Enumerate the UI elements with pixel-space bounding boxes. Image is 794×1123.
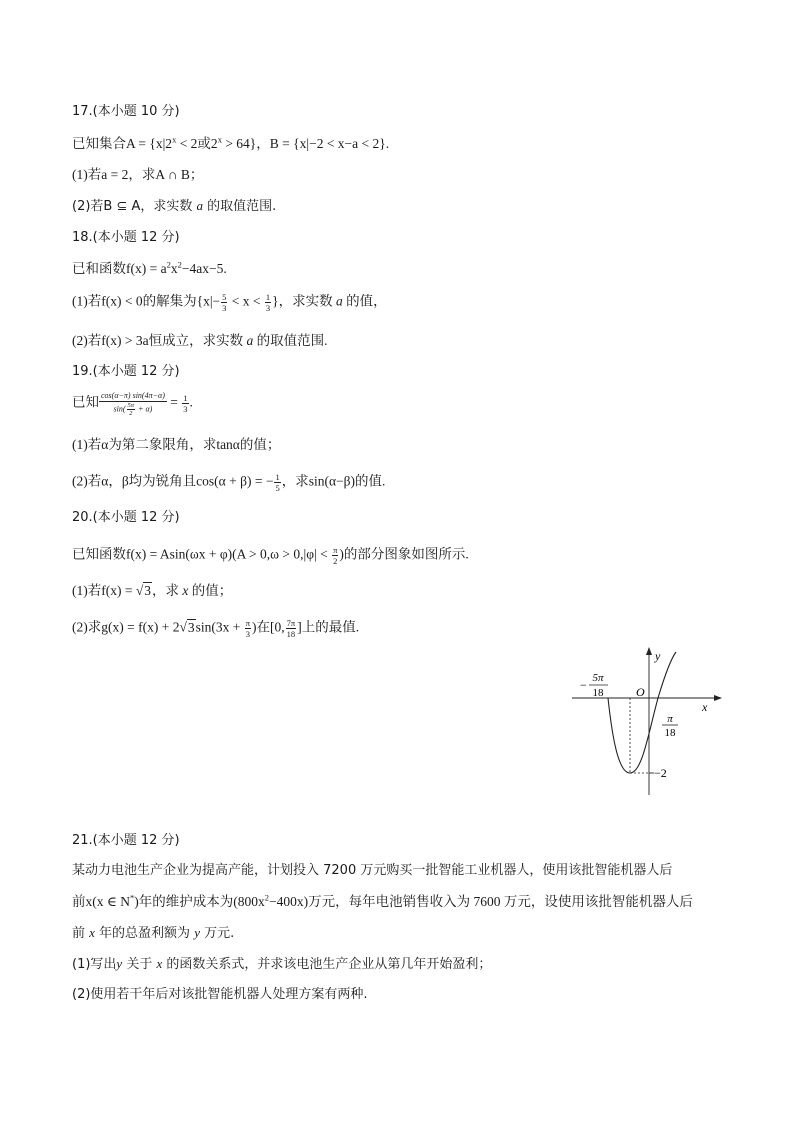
fraction: $\frac{1}{3}$	[183, 393, 188, 414]
sine-curve	[608, 652, 676, 773]
q21-part1: (1)写出y 关于 x 的函数关系式，并求该电池生产企业从第几年开始盈利；	[72, 956, 492, 972]
y-axis-label: y	[655, 649, 661, 663]
min-value-label: −2	[654, 766, 667, 780]
function-graph	[560, 640, 740, 800]
q18-stem: 已和函数$f(x) = a^2x^2-4ax-5$.	[72, 259, 227, 276]
q21-line2: 前x(x ∈ N*)年的维护成本为$(800x^2-400x)$万元，每年电池销售收入为 7600 万元，设使用该批智能机器人后	[72, 892, 693, 909]
q21-line3: 前 x 年的总盈利额为 y 万元.	[72, 925, 235, 941]
q21-header: 21.(本小题 12 分)	[72, 833, 180, 848]
fraction: $\frac{1}{5}$	[275, 472, 280, 493]
q20-stem: 已知函数f(x) = Asin(ωx + φ)(A > 0,ω > 0,|φ| < $\frac{\pi}{2}$ )的部分图象如图所示.	[72, 545, 469, 566]
q19-stem: 已知 cos(α−π) sin(4π−α) sin( $\frac{5\pi}{2}$ + α) = $\frac{1}{3}$ .	[72, 391, 193, 417]
right-zero-denominator: 18	[664, 727, 676, 739]
q21-line1: 某动力电池生产企业为提高产能，计划投入 7200 万元购买一批智能工业机器人，使用该批智能机器人后	[72, 863, 673, 878]
fraction: $\frac{7\pi}{18}$	[286, 618, 296, 639]
q20-part2: (2)求g(x) = f(x) + 2√3sin(3x + $\frac{\pi}{3}$ )在[0, $\frac{7\pi}{18}$ ]上的最值.	[72, 618, 360, 639]
q19-part1: (1)若α为第二象限角，求tanα的值；	[72, 437, 281, 452]
right-zero-numerator: π	[667, 713, 673, 725]
q17-stem: 已知集合$A = \{x|2^x < 2$或$2^x > 64$}，B = {x|−2 < x−a < 2}.	[72, 134, 390, 151]
q21-part2: (2)使用若干年后对该批智能机器人处理方案有两种.	[72, 987, 368, 1002]
x-axis-label: x	[702, 700, 708, 714]
fraction: $\frac{1}{3}$	[265, 292, 271, 313]
q18-part1: (1)若f(x) < 0的解集为{x|− $\frac{5}{3}$ < x < $\frac{1}{3}$ }，求实数 a 的值，	[72, 292, 387, 313]
left-zero-sign: −	[580, 678, 587, 692]
q20-part1: (1)若f(x) = √3，求 x 的值；	[72, 583, 233, 598]
fraction: cos(α−π) sin(4π−α) sin( $\frac{5\pi}{2}$ + α)	[101, 391, 165, 417]
q18-part2: (2)若f(x) > 3a恒成立，求实数 a 的取值范围.	[72, 333, 328, 348]
q19-header: 19.(本小题 12 分)	[72, 364, 180, 379]
q17-part2: (2)若B ⊆ A，求实数 a 的取值范围.	[72, 198, 277, 214]
left-zero-numerator: 5π	[592, 672, 604, 684]
fraction: $\frac{\pi}{3}$	[245, 618, 251, 639]
q17-part1: (1)若a = 2，求A ∩ B；	[72, 167, 204, 182]
q17-header: 17.(本小题 10 分)	[72, 104, 180, 119]
fraction: $\frac{5}{3}$	[222, 292, 227, 313]
q20-header: 20.(本小题 12 分)	[72, 510, 180, 525]
fraction: $\frac{\pi}{2}$	[333, 545, 338, 566]
y-axis-arrow	[646, 647, 652, 655]
x-axis-arrow	[714, 695, 722, 701]
q19-part2: (2)若α，β均为锐角且cos(α + β) = − $\frac{1}{5}$ ，求sin(α−β)的值.	[72, 472, 386, 493]
left-zero-denominator: 18	[592, 687, 604, 699]
origin-label: O	[636, 685, 645, 699]
q18-header: 18.(本小题 12 分)	[72, 230, 180, 245]
